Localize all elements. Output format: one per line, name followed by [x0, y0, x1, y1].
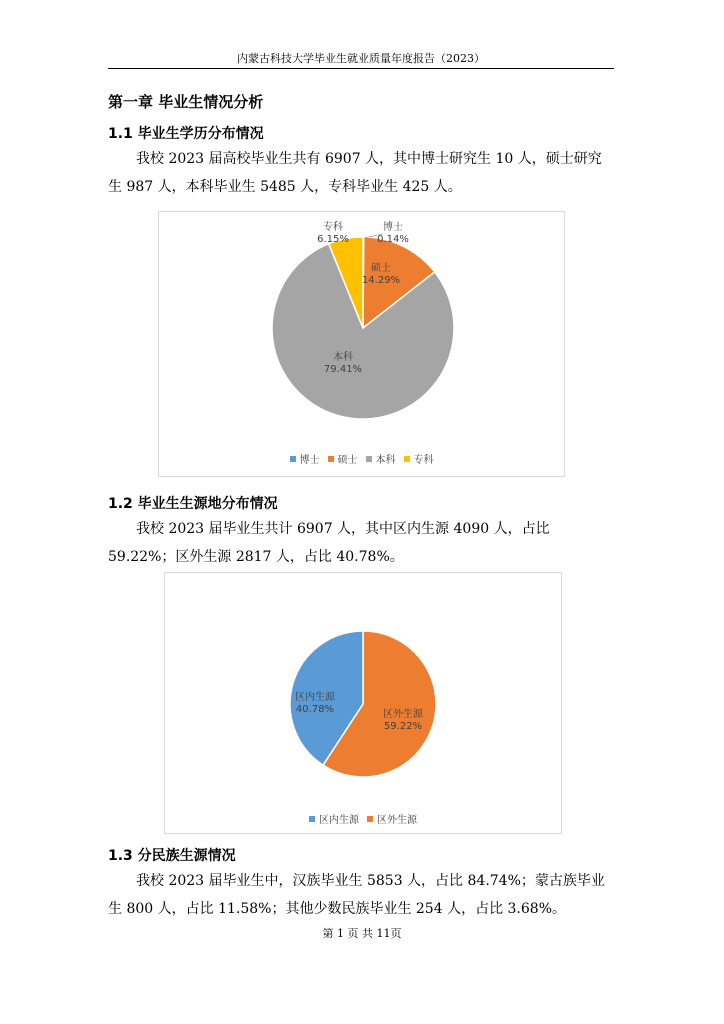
- legend-item: [366, 451, 396, 466]
- legend-label: 专科: [413, 455, 434, 466]
- degree-pie-svg: [159, 212, 566, 478]
- legend-label: 博士: [299, 455, 320, 466]
- legend-swatch: [367, 816, 373, 822]
- slice-percent-label: 6.15%: [317, 234, 349, 245]
- section-title-1-1: 1.1 毕业生学历分布情况: [108, 126, 264, 142]
- slice-category-label: 专科: [323, 222, 343, 233]
- origin-distribution-chart: [164, 572, 562, 834]
- legend-swatch: [309, 816, 315, 822]
- degree-distribution-chart: [158, 211, 565, 477]
- legend-item: [367, 811, 417, 826]
- degree-legend: [159, 451, 564, 466]
- page-header: 内蒙古科技大学毕业生就业质量年度报告（2023）: [108, 50, 614, 69]
- origin-pie-svg: [165, 573, 563, 835]
- legend-label: 本科: [375, 455, 396, 466]
- slice-percent-label: 79.41%: [323, 364, 363, 375]
- legend-label: 区外生源: [377, 815, 417, 826]
- section-title-1-2: 1.2 毕业生生源地分布情况: [108, 496, 278, 512]
- legend-swatch: [290, 456, 296, 462]
- slice-category-label: 区外生源: [383, 709, 423, 720]
- legend-item: [309, 811, 359, 826]
- section-title-1-3: 1.3 分民族生源情况: [108, 848, 236, 864]
- slice-category-label: 博士: [383, 222, 403, 233]
- slice-category-label: 本科: [333, 352, 353, 363]
- slice-category-label: 硕士: [371, 263, 391, 274]
- section-paragraph-1-2: 我校 2023 届毕业生共计 6907 人，其中区内生源 4090 人，占比 59.22%；区外生源 2817 人，占比 40.78%。: [108, 521, 550, 565]
- section-paragraph-1-1: 我校 2023 届高校毕业生共有 6907 人，其中博士研究生 10 人，硕士研究生 987 人，本科毕业生 5485 人，专科毕业生 425 人。: [108, 151, 602, 195]
- legend-swatch: [328, 456, 334, 462]
- legend-swatch: [404, 456, 410, 462]
- legend-item: [404, 451, 434, 466]
- legend-label: 区内生源: [319, 815, 359, 826]
- legend-label: 硕士: [337, 455, 358, 466]
- legend-item: [328, 451, 358, 466]
- slice-category-label: 区内生源: [295, 692, 335, 703]
- slice-percent-label: 40.78%: [295, 704, 335, 715]
- legend-item: [290, 451, 320, 466]
- chapter-title: 第一章 毕业生情况分析: [108, 93, 264, 111]
- slice-percent-label: 14.29%: [361, 275, 401, 286]
- slice-percent-label: 0.14%: [377, 234, 409, 245]
- legend-swatch: [366, 456, 372, 462]
- page-footer: 第 1 页 共 11页: [322, 927, 402, 940]
- slice-percent-label: 59.22%: [383, 721, 423, 732]
- origin-legend: [165, 811, 561, 826]
- section-paragraph-1-3: 我校 2023 届毕业生中，汉族毕业生 5853 人，占比 84.74%；蒙古族毕业生 800 人，占比 11.58%；其他少数民族毕业生 254 人，占比 3.68%。: [108, 873, 605, 917]
